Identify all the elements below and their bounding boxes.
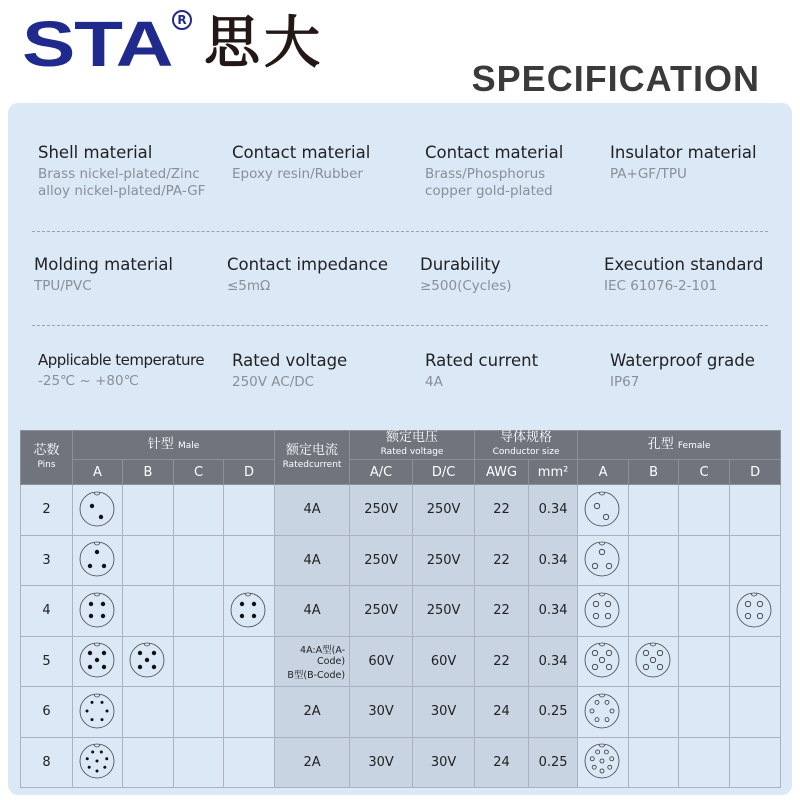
spec-value — [34, 278, 224, 295]
header-awg: AWG — [475, 460, 529, 485]
spec-value — [38, 373, 228, 390]
spec-value-line: -25℃ ~ +80℃ — [38, 373, 139, 389]
male-connector-5pin-icon — [125, 638, 171, 684]
header-current — [275, 431, 350, 485]
male-c-cell — [174, 737, 224, 788]
spec-label: Waterproof grade — [610, 351, 755, 370]
male-b-cell — [123, 737, 174, 788]
spec-item — [425, 351, 615, 391]
male-connector-5pin-icon — [75, 638, 121, 684]
pins-cell: 6 — [21, 687, 73, 738]
header-mm2: mm² — [529, 460, 578, 485]
spec-value-line: Brass/Phosphorus — [425, 166, 546, 182]
female-connector-4pin-icon — [580, 588, 626, 634]
table-row — [21, 687, 781, 738]
spec-value-line: Brass nickel-plated/Zinc — [38, 166, 200, 182]
header-male-c: C — [174, 460, 224, 485]
spec-value-line: alloy nickel-plated/PA-GF — [38, 183, 206, 199]
header-voltage-en: Rated voltage — [380, 447, 444, 457]
spec-item — [425, 143, 615, 200]
ac-voltage-cell: 250V — [350, 535, 413, 586]
female-b-cell — [629, 687, 679, 738]
mm2-cell: 0.25 — [529, 687, 578, 738]
mm2-cell: 0.34 — [529, 636, 578, 687]
spec-value-line: IEC 61076-2-101 — [604, 278, 718, 294]
spec-value-line: TPU/PVC — [34, 278, 92, 294]
header-conductor — [475, 431, 578, 460]
header-female-a: A — [578, 460, 629, 485]
female-c-cell — [679, 687, 730, 738]
male-c-cell — [174, 636, 224, 687]
male-connector-3pin-icon — [75, 537, 121, 583]
spec-label: Contact impedance — [227, 255, 388, 274]
female-a-cell — [578, 687, 629, 738]
female-d-cell — [730, 687, 781, 738]
table-row — [21, 535, 781, 586]
spec-label: Rated voltage — [232, 351, 348, 370]
female-a-cell — [578, 535, 629, 586]
table-row — [21, 737, 781, 788]
header-pins-en: Pins — [37, 459, 56, 470]
spec-value-line: IP67 — [610, 374, 640, 390]
brand-logo — [22, 8, 324, 80]
header-female-b: B — [629, 460, 679, 485]
spec-value — [604, 278, 794, 295]
spec-value-line: copper gold-plated — [425, 183, 553, 199]
male-d-cell — [224, 535, 275, 586]
header-male-cn: 针型 — [147, 436, 174, 452]
spec-value-line: ≤5mΩ — [227, 278, 271, 294]
female-connector-2pin-icon — [580, 487, 626, 533]
female-c-cell — [679, 586, 730, 637]
dc-voltage-cell: 250V — [413, 535, 475, 586]
header-female-cn: 孔型 — [647, 436, 674, 452]
female-d-cell — [730, 485, 781, 536]
female-d-cell — [730, 586, 781, 637]
male-b-cell — [123, 586, 174, 637]
mm2-cell: 0.34 — [529, 535, 578, 586]
female-c-cell — [679, 485, 730, 536]
spec-label: Shell material — [38, 143, 153, 162]
table-row — [21, 485, 781, 536]
spec-label: Execution standard — [604, 255, 764, 274]
female-b-cell — [629, 586, 679, 637]
spec-label: Rated current — [425, 351, 539, 370]
spec-value-line: PA+GF/TPU — [610, 166, 687, 182]
female-c-cell — [679, 535, 730, 586]
female-b-cell — [629, 737, 679, 788]
ac-voltage-cell: 250V — [350, 586, 413, 637]
header-female-d: D — [730, 460, 781, 485]
spec-value-line: 250V AC/DC — [232, 374, 315, 390]
ac-voltage-cell: 250V — [350, 485, 413, 536]
header-female — [578, 431, 781, 460]
female-b-cell — [629, 535, 679, 586]
current-b-code: B型(B-Code) — [287, 669, 346, 681]
current-cell: 4A — [275, 586, 350, 637]
female-connector-5pin-icon — [580, 638, 626, 684]
spec-value-line: 4A — [425, 374, 443, 390]
spec-value — [227, 278, 417, 295]
header-male-en: Male — [177, 440, 200, 451]
ac-voltage-cell: 60V — [350, 636, 413, 687]
header-male-b: B — [123, 460, 174, 485]
spec-label: Durability — [420, 255, 501, 274]
pins-cell: 5 — [21, 636, 73, 687]
male-d-cell — [224, 586, 275, 637]
header-ac: A/C — [350, 460, 413, 485]
spec-value — [232, 374, 422, 391]
spec-label: Contact material — [425, 143, 564, 162]
spec-item — [34, 255, 224, 295]
male-b-cell — [123, 636, 174, 687]
logo-latin: STA — [22, 8, 173, 80]
male-d-cell — [224, 737, 275, 788]
registered-mark: R — [172, 10, 192, 30]
spec-item — [610, 351, 800, 391]
male-connector-4pin-icon — [226, 588, 272, 634]
male-a-cell — [73, 737, 123, 788]
current-cell — [275, 636, 350, 687]
current-cell: 4A — [275, 485, 350, 536]
header-voltage — [350, 431, 475, 460]
awg-cell: 22 — [475, 485, 529, 536]
header-conductor-en: Conductor size — [492, 447, 560, 457]
female-connector-8pin-icon — [580, 739, 626, 785]
male-c-cell — [174, 535, 224, 586]
male-b-cell — [123, 485, 174, 536]
spec-value — [425, 374, 615, 391]
female-b-cell — [629, 485, 679, 536]
spec-table — [20, 430, 781, 788]
current-cell: 2A — [275, 737, 350, 788]
header-female-en: Female — [677, 440, 711, 451]
current-cell: 2A — [275, 687, 350, 738]
spec-value — [425, 166, 615, 200]
female-d-cell — [730, 737, 781, 788]
mm2-cell: 0.34 — [529, 485, 578, 536]
ac-voltage-cell: 30V — [350, 687, 413, 738]
dc-voltage-cell: 250V — [413, 586, 475, 637]
ac-voltage-cell: 30V — [350, 737, 413, 788]
spec-item — [38, 351, 228, 390]
male-c-cell — [174, 485, 224, 536]
header-male-a: A — [73, 460, 123, 485]
female-connector-5pin-icon — [631, 638, 677, 684]
divider — [32, 325, 768, 326]
table-row — [21, 636, 781, 687]
spec-value — [38, 166, 228, 200]
female-connector-4pin-icon — [732, 588, 778, 634]
header-female-c: C — [679, 460, 730, 485]
male-connector-4pin-icon — [75, 588, 121, 634]
spec-label: Applicable temperature — [38, 351, 205, 369]
female-a-cell — [578, 737, 629, 788]
header-dc: D/C — [413, 460, 475, 485]
female-c-cell — [679, 636, 730, 687]
spec-item — [227, 255, 417, 295]
header-pins-cn: 芯数 — [33, 442, 60, 458]
awg-cell: 22 — [475, 586, 529, 637]
dc-voltage-cell: 60V — [413, 636, 475, 687]
table-row — [21, 586, 781, 637]
mm2-cell: 0.25 — [529, 737, 578, 788]
spec-value-line: Epoxy resin/Rubber — [232, 166, 363, 182]
male-a-cell — [73, 535, 123, 586]
pins-cell: 4 — [21, 586, 73, 637]
current-a-code: 4A:A型(A-Code) — [300, 644, 346, 667]
female-b-cell — [629, 636, 679, 687]
current-cell: 4A — [275, 535, 350, 586]
spec-value — [420, 278, 610, 295]
spec-label: Insulator material — [610, 143, 757, 162]
female-d-cell — [730, 535, 781, 586]
dc-voltage-cell: 30V — [413, 687, 475, 738]
female-a-cell — [578, 586, 629, 637]
male-d-cell — [224, 687, 275, 738]
female-d-cell — [730, 636, 781, 687]
spec-item — [420, 255, 610, 295]
spec-item — [232, 143, 422, 183]
awg-cell: 22 — [475, 636, 529, 687]
male-c-cell — [174, 586, 224, 637]
female-connector-3pin-icon — [580, 537, 626, 583]
awg-cell: 24 — [475, 737, 529, 788]
female-c-cell — [679, 737, 730, 788]
header-current-en: Ratedcurrent — [282, 459, 342, 470]
male-connector-8pin-icon — [75, 739, 121, 785]
spec-value — [232, 166, 422, 183]
female-connector-6pin-icon — [580, 689, 626, 735]
header-pins — [21, 431, 73, 485]
female-a-cell — [578, 485, 629, 536]
male-a-cell — [73, 485, 123, 536]
female-a-cell — [578, 636, 629, 687]
male-d-cell — [224, 485, 275, 536]
header-conductor-cn: 导体规格 — [500, 430, 553, 445]
spec-value — [610, 166, 800, 183]
spec-label: Contact material — [232, 143, 371, 162]
awg-cell: 22 — [475, 535, 529, 586]
male-connector-2pin-icon — [75, 487, 121, 533]
spec-item — [232, 351, 422, 391]
spec-value-line: ≥500(Cycles) — [420, 278, 512, 294]
male-b-cell — [123, 687, 174, 738]
pins-cell: 2 — [21, 485, 73, 536]
page-title: SPECIFICATION — [471, 58, 760, 99]
male-a-cell — [73, 687, 123, 738]
male-c-cell — [174, 687, 224, 738]
dc-voltage-cell: 30V — [413, 737, 475, 788]
mm2-cell: 0.34 — [529, 586, 578, 637]
divider — [32, 231, 768, 232]
male-a-cell — [73, 636, 123, 687]
spec-item — [610, 143, 800, 183]
male-a-cell — [73, 586, 123, 637]
male-connector-6pin-icon — [75, 689, 121, 735]
header-current-cn: 额定电流 — [286, 442, 339, 458]
logo-chinese: 思大 — [204, 11, 324, 76]
spec-item — [38, 143, 228, 200]
pins-cell: 3 — [21, 535, 73, 586]
spec-label: Molding material — [34, 255, 174, 274]
pins-cell: 8 — [21, 737, 73, 788]
header-male-d: D — [224, 460, 275, 485]
spec-value — [610, 374, 800, 391]
awg-cell: 24 — [475, 687, 529, 738]
header-voltage-cn: 额定电压 — [386, 430, 439, 445]
male-d-cell — [224, 636, 275, 687]
header-male — [73, 431, 275, 460]
male-b-cell — [123, 535, 174, 586]
spec-item — [604, 255, 794, 295]
dc-voltage-cell: 250V — [413, 485, 475, 536]
